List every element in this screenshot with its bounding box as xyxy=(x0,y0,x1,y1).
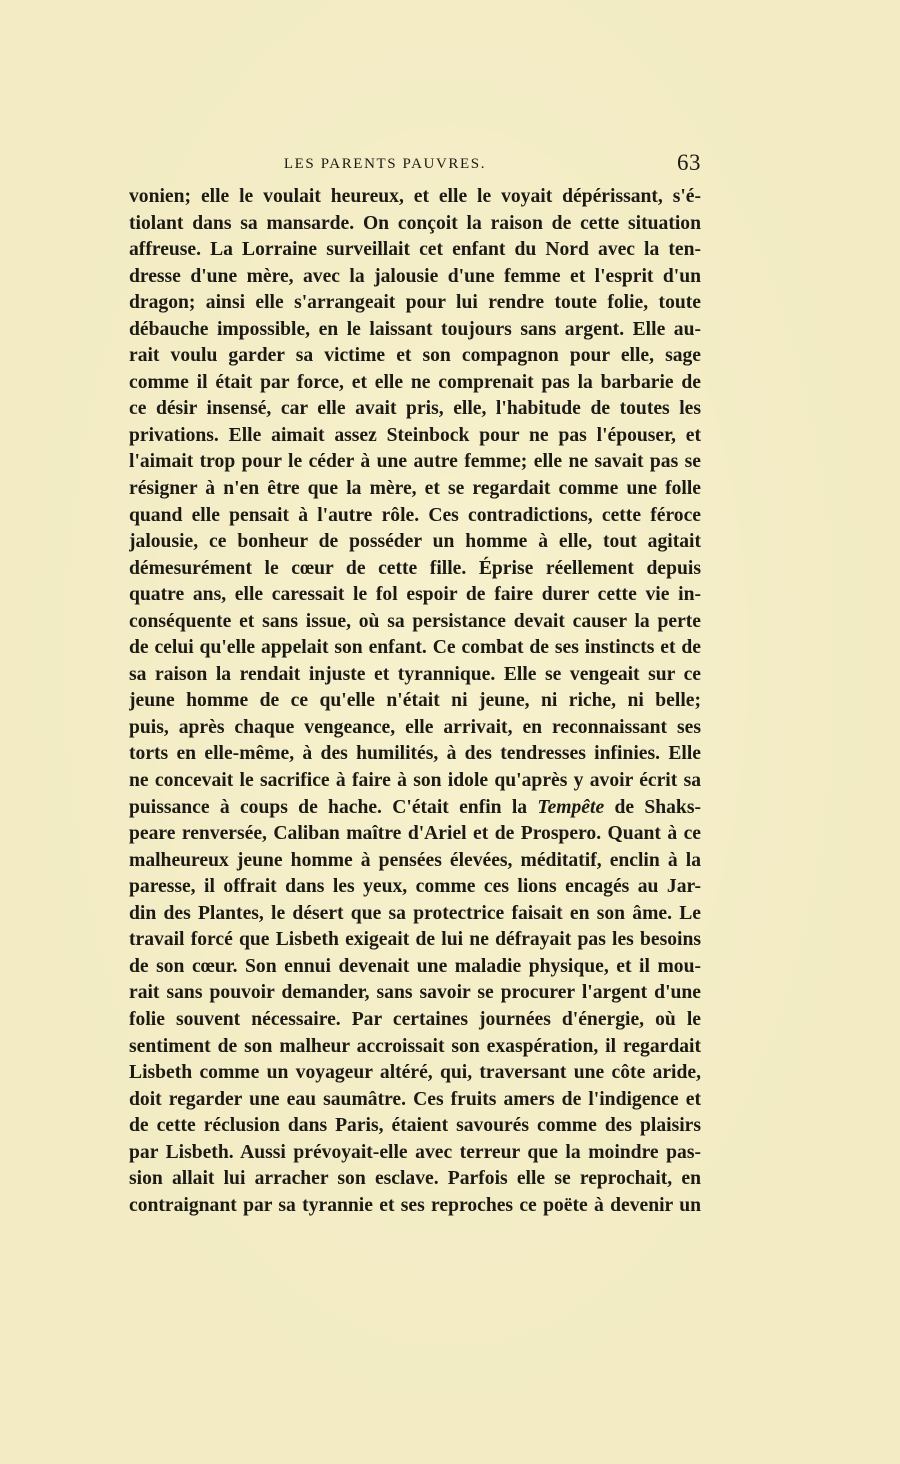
text-line: malheureux jeune homme à pensées élevées, méditatif, enclin à la xyxy=(129,849,701,871)
running-title: LES PARENTS PAUVRES. xyxy=(283,156,487,172)
text-line: sentiment de son malheur accroissait son exaspération, il regardait xyxy=(129,1035,701,1057)
text-line: privations. Elle aimait assez Steinbock pour ne pas l'épouser, et xyxy=(129,424,701,446)
text-line: jalousie, ce bonheur de posséder un homme à elle, tout agitait xyxy=(129,531,701,553)
text-line: dresse d'une mère, avec la jalousie d'une femme et l'esprit d'un xyxy=(129,265,701,287)
text-segment: puissance à coups de hache. C'était enfin la xyxy=(129,796,528,818)
text-line: rait sans pouvoir demander, sans savoir se procurer l'argent d'une xyxy=(129,982,701,1004)
text-line-mixed xyxy=(129,795,701,822)
text-line: conséquente et sans issue, où sa persistance devait causer la perte xyxy=(129,610,701,632)
text-line: ce désir insensé, car elle avait pris, elle, l'habitude de toutes les xyxy=(129,398,701,420)
text-line: contraignant par sa tyrannie et ses reproches ce poëte à devenir un xyxy=(129,1194,701,1216)
text-line: peare renversée, Caliban maître d'Ariel et de Prospero. Quant à ce xyxy=(129,823,701,845)
text-line: puis, après chaque vengeance, elle arrivait, en reconnaissant ses xyxy=(129,716,701,738)
text-line: comme il était par force, et elle ne comprenait pas la barbarie de xyxy=(129,371,701,393)
text-line: folie souvent nécessaire. Par certaines journées d'énergie, où le xyxy=(129,1008,701,1030)
text-line: paresse, il offrait dans les yeux, comme ces lions encagés au Jar- xyxy=(129,876,701,898)
text-line: quand elle pensait à l'autre rôle. Ces contradictions, cette féroce xyxy=(129,504,701,526)
text-line: dragon; ainsi elle s'arrangeait pour lui rendre toute folie, toute xyxy=(129,292,701,314)
text-line: jeune homme de ce qu'elle n'était ni jeune, ni riche, ni belle; xyxy=(129,690,701,712)
text-line: l'aimait trop pour le céder à une autre femme; elle ne savait pas se xyxy=(129,451,701,473)
text-line: Lisbeth comme un voyageur altéré, qui, traversant une côte aride, xyxy=(129,1062,701,1084)
text-line: ne concevait le sacrifice à faire à son idole qu'après y avoir écrit sa xyxy=(129,770,701,792)
page-number: 63 xyxy=(677,150,701,175)
running-head xyxy=(129,152,701,178)
text-line: sa raison la rendait injuste et tyrannique. Elle se vengeait sur ce xyxy=(129,663,701,685)
text-line: tiolant dans sa mansarde. On conçoit la raison de cette situation xyxy=(129,212,701,234)
text-line: rait voulu garder sa victime et son compagnon pour elle, sage xyxy=(129,345,701,367)
text-line: travail forcé que Lisbeth exigeait de lui ne défrayait pas les besoins xyxy=(129,929,701,951)
italic-title: Tempête xyxy=(537,796,605,818)
text-line: sion allait lui arracher son esclave. Parfois elle se reprochait, en xyxy=(129,1168,701,1190)
text-line: par Lisbeth. Aussi prévoyait-elle avec terreur que la moindre pas- xyxy=(129,1141,701,1163)
text-line: din des Plantes, le désert que sa protectrice faisait en son âme. Le xyxy=(129,902,701,924)
body-text xyxy=(129,184,701,1219)
text-line: quatre ans, elle caressait le fol espoir de faire durer cette vie in- xyxy=(129,584,701,606)
text-line: démesurément le cœur de cette fille. Éprise réellement depuis xyxy=(129,557,701,579)
text-line: vonien; elle le voulait heureux, et elle le voyait dépérissant, s'é- xyxy=(129,186,701,207)
text-line: résigner à n'en être que la mère, et se regardait comme une folle xyxy=(129,478,701,500)
text-segment: de Shaks- xyxy=(614,796,701,818)
text-line: de celui qu'elle appelait son enfant. Ce combat de ses instincts et de xyxy=(129,637,701,659)
text-line: doit regarder une eau saumâtre. Ces fruits amers de l'indigence et xyxy=(129,1088,701,1110)
text-line: débauche impossible, en le laissant toujours sans argent. Elle au- xyxy=(129,318,701,340)
text-line: torts en elle-même, à des humilités, à des tendresses infinies. Elle xyxy=(129,743,701,765)
text-line: de son cœur. Son ennui devenait une maladie physique, et il mou- xyxy=(129,955,701,977)
text-line: affreuse. La Lorraine surveillait cet enfant du Nord avec la ten- xyxy=(129,239,701,261)
text-line: de cette réclusion dans Paris, étaient savourés comme des plaisirs xyxy=(129,1115,701,1137)
